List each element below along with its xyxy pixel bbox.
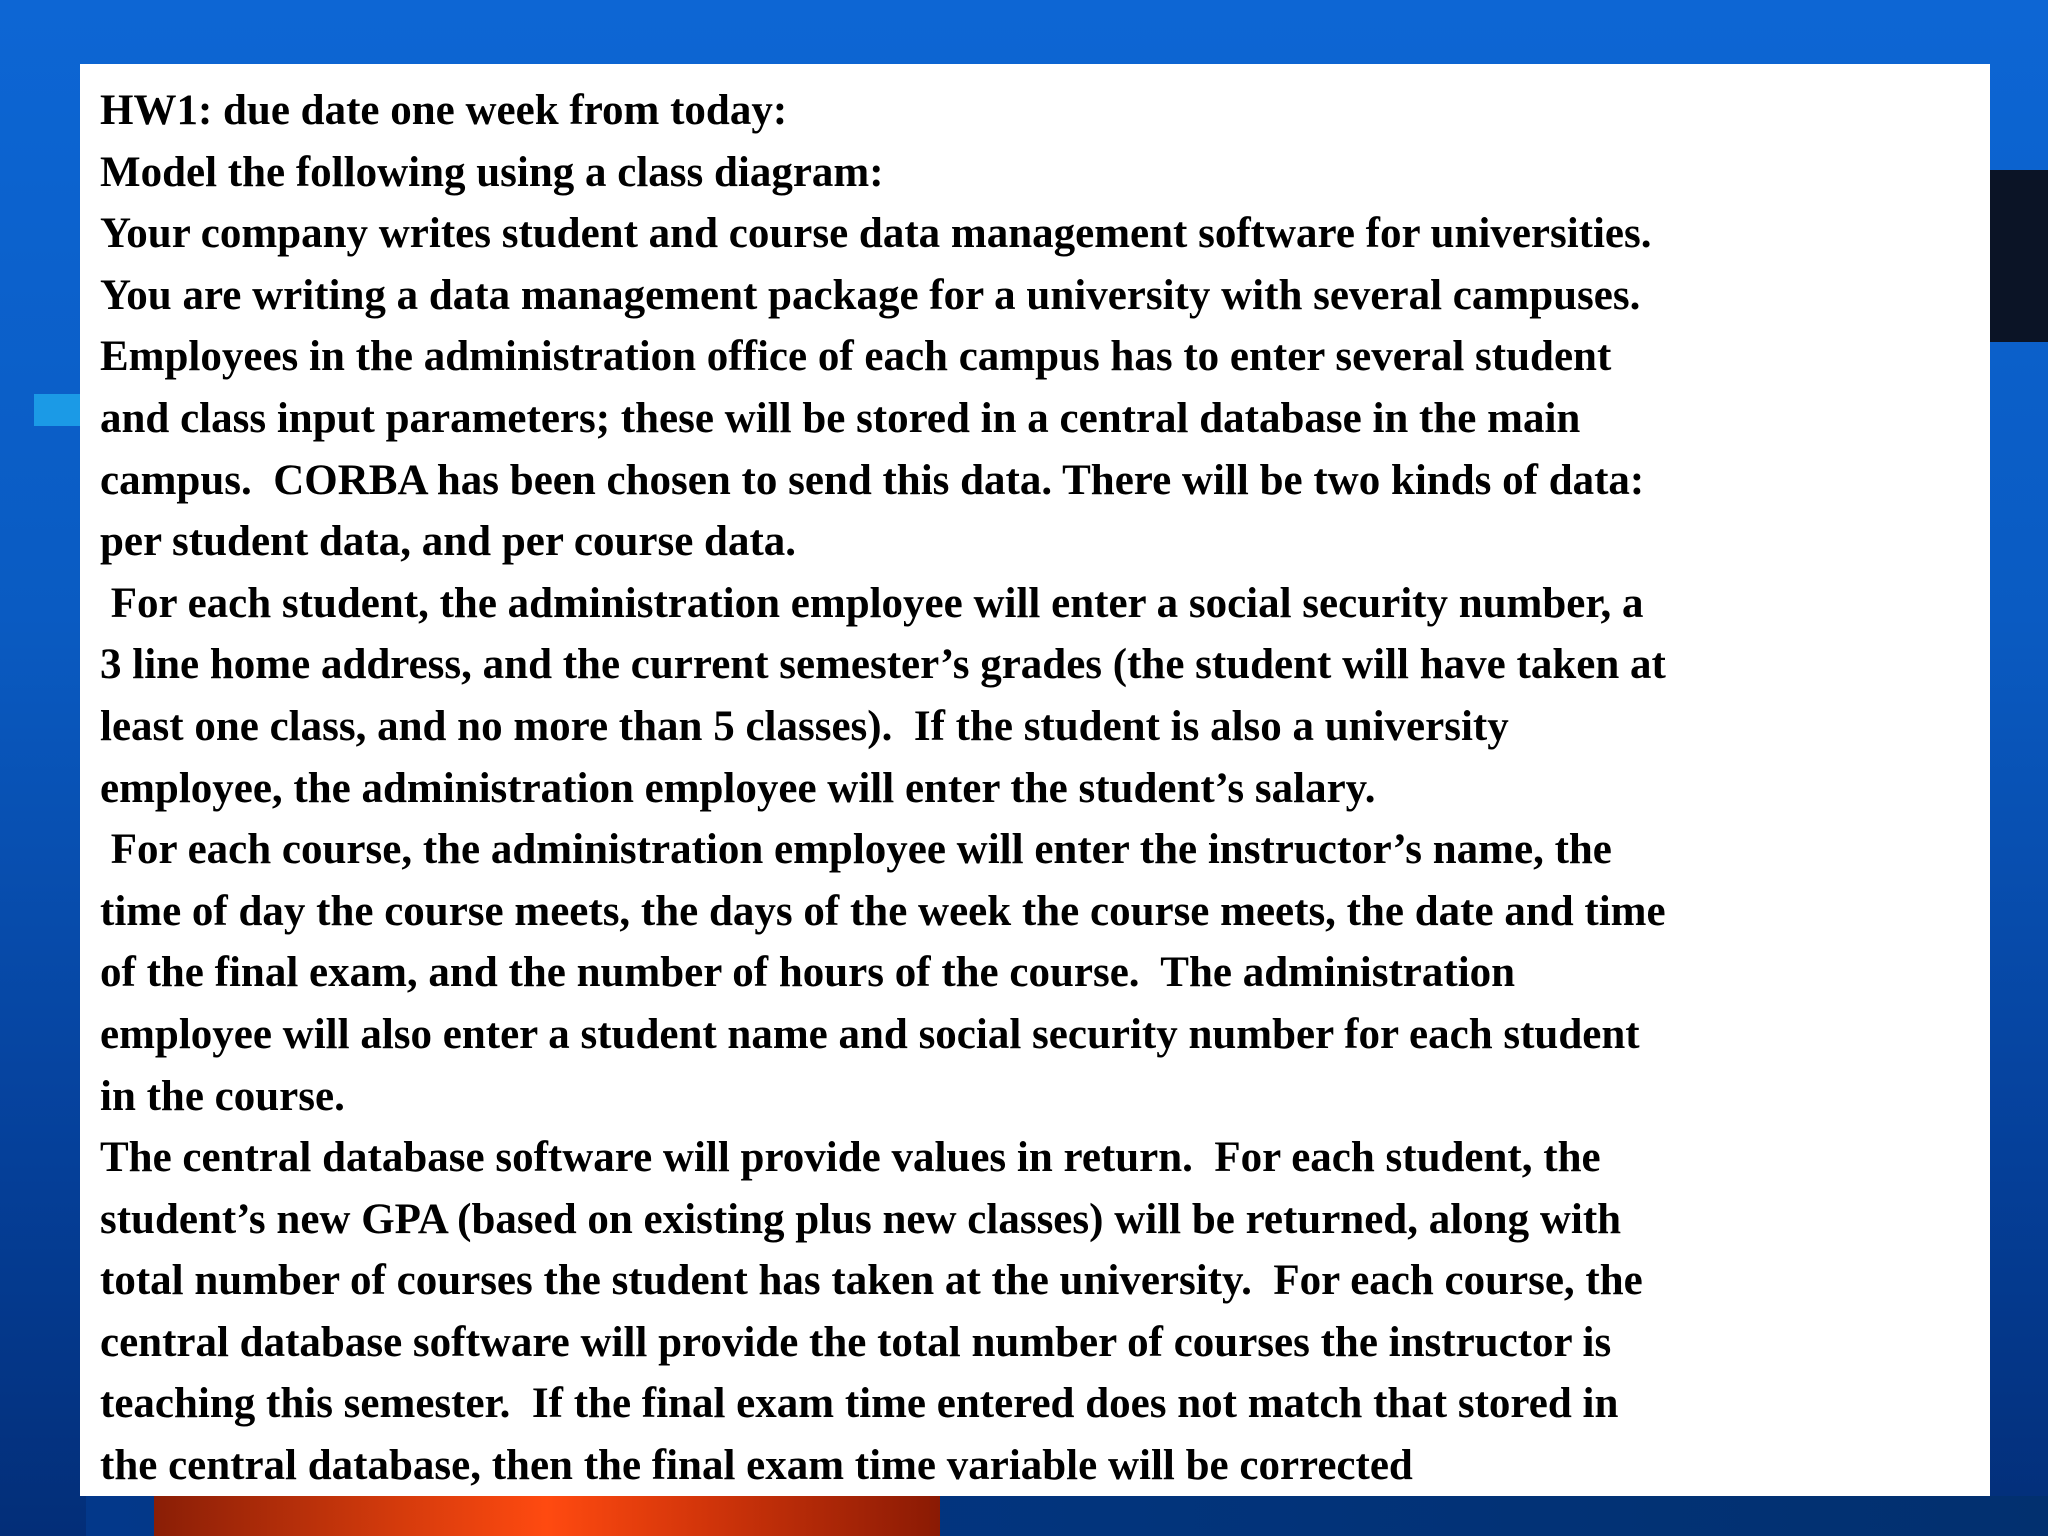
text-line: and class input parameters; these will be stored in a central database in the main [100,394,1581,442]
text-line: employee will also enter a student name and social security number for each student [100,1010,1640,1058]
text-line: Your company writes student and course data management software for universities. [100,210,1652,258]
text-line: the central database, then the final exam time variable will be corrected [100,1442,1413,1490]
text-line-title: HW1: due date one week from today: [100,87,788,134]
text-line: in the course. [100,1072,345,1120]
text-line: 3 line home address, and the current semester’s grades (the student will have taken at [100,641,1666,689]
text-line: of the final exam, and the number of hours of the course. The administration [100,949,1516,997]
text-line: campus. CORBA has been chosen to send this data. There will be two kinds of data: [100,456,1645,504]
homework-text-box [80,64,1990,1496]
accent-square [34,394,82,426]
text-line: For each course, the administration employee will enter the instructor’s name, the [100,826,1612,874]
text-line: teaching this semester. If the final exam time entered does not match that stored in [100,1380,1619,1428]
text-line: For each student, the administration employee will enter a social security number, a [100,579,1644,627]
text-line: Model the following using a class diagram: [100,148,884,196]
text-line: least one class, and no more than 5 classes). If the student is also a university [100,702,1509,750]
text-line: time of day the course meets, the days of the week the course meets, the date and time [100,887,1666,935]
dark-side-panel [1990,170,2048,342]
orange-gradient-bar [154,1496,940,1536]
text-line: employee, the administration employee will enter the student’s salary. [100,764,1376,812]
text-line: You are writing a data management package for a university with several campuses. [100,271,1641,319]
text-line: Employees in the administration office of each campus has to enter several student [100,333,1612,381]
text-line: student’s new GPA (based on existing plus new classes) will be returned, along with [100,1195,1622,1243]
text-line: total number of courses the student has taken at the university. For each course, the [100,1257,1643,1305]
text-line: The central database software will provide values in return. For each student, the [100,1134,1601,1182]
text-line: central database software will provide the total number of courses the instructor is [100,1318,1612,1366]
text-line: per student data, and per course data. [100,518,797,566]
